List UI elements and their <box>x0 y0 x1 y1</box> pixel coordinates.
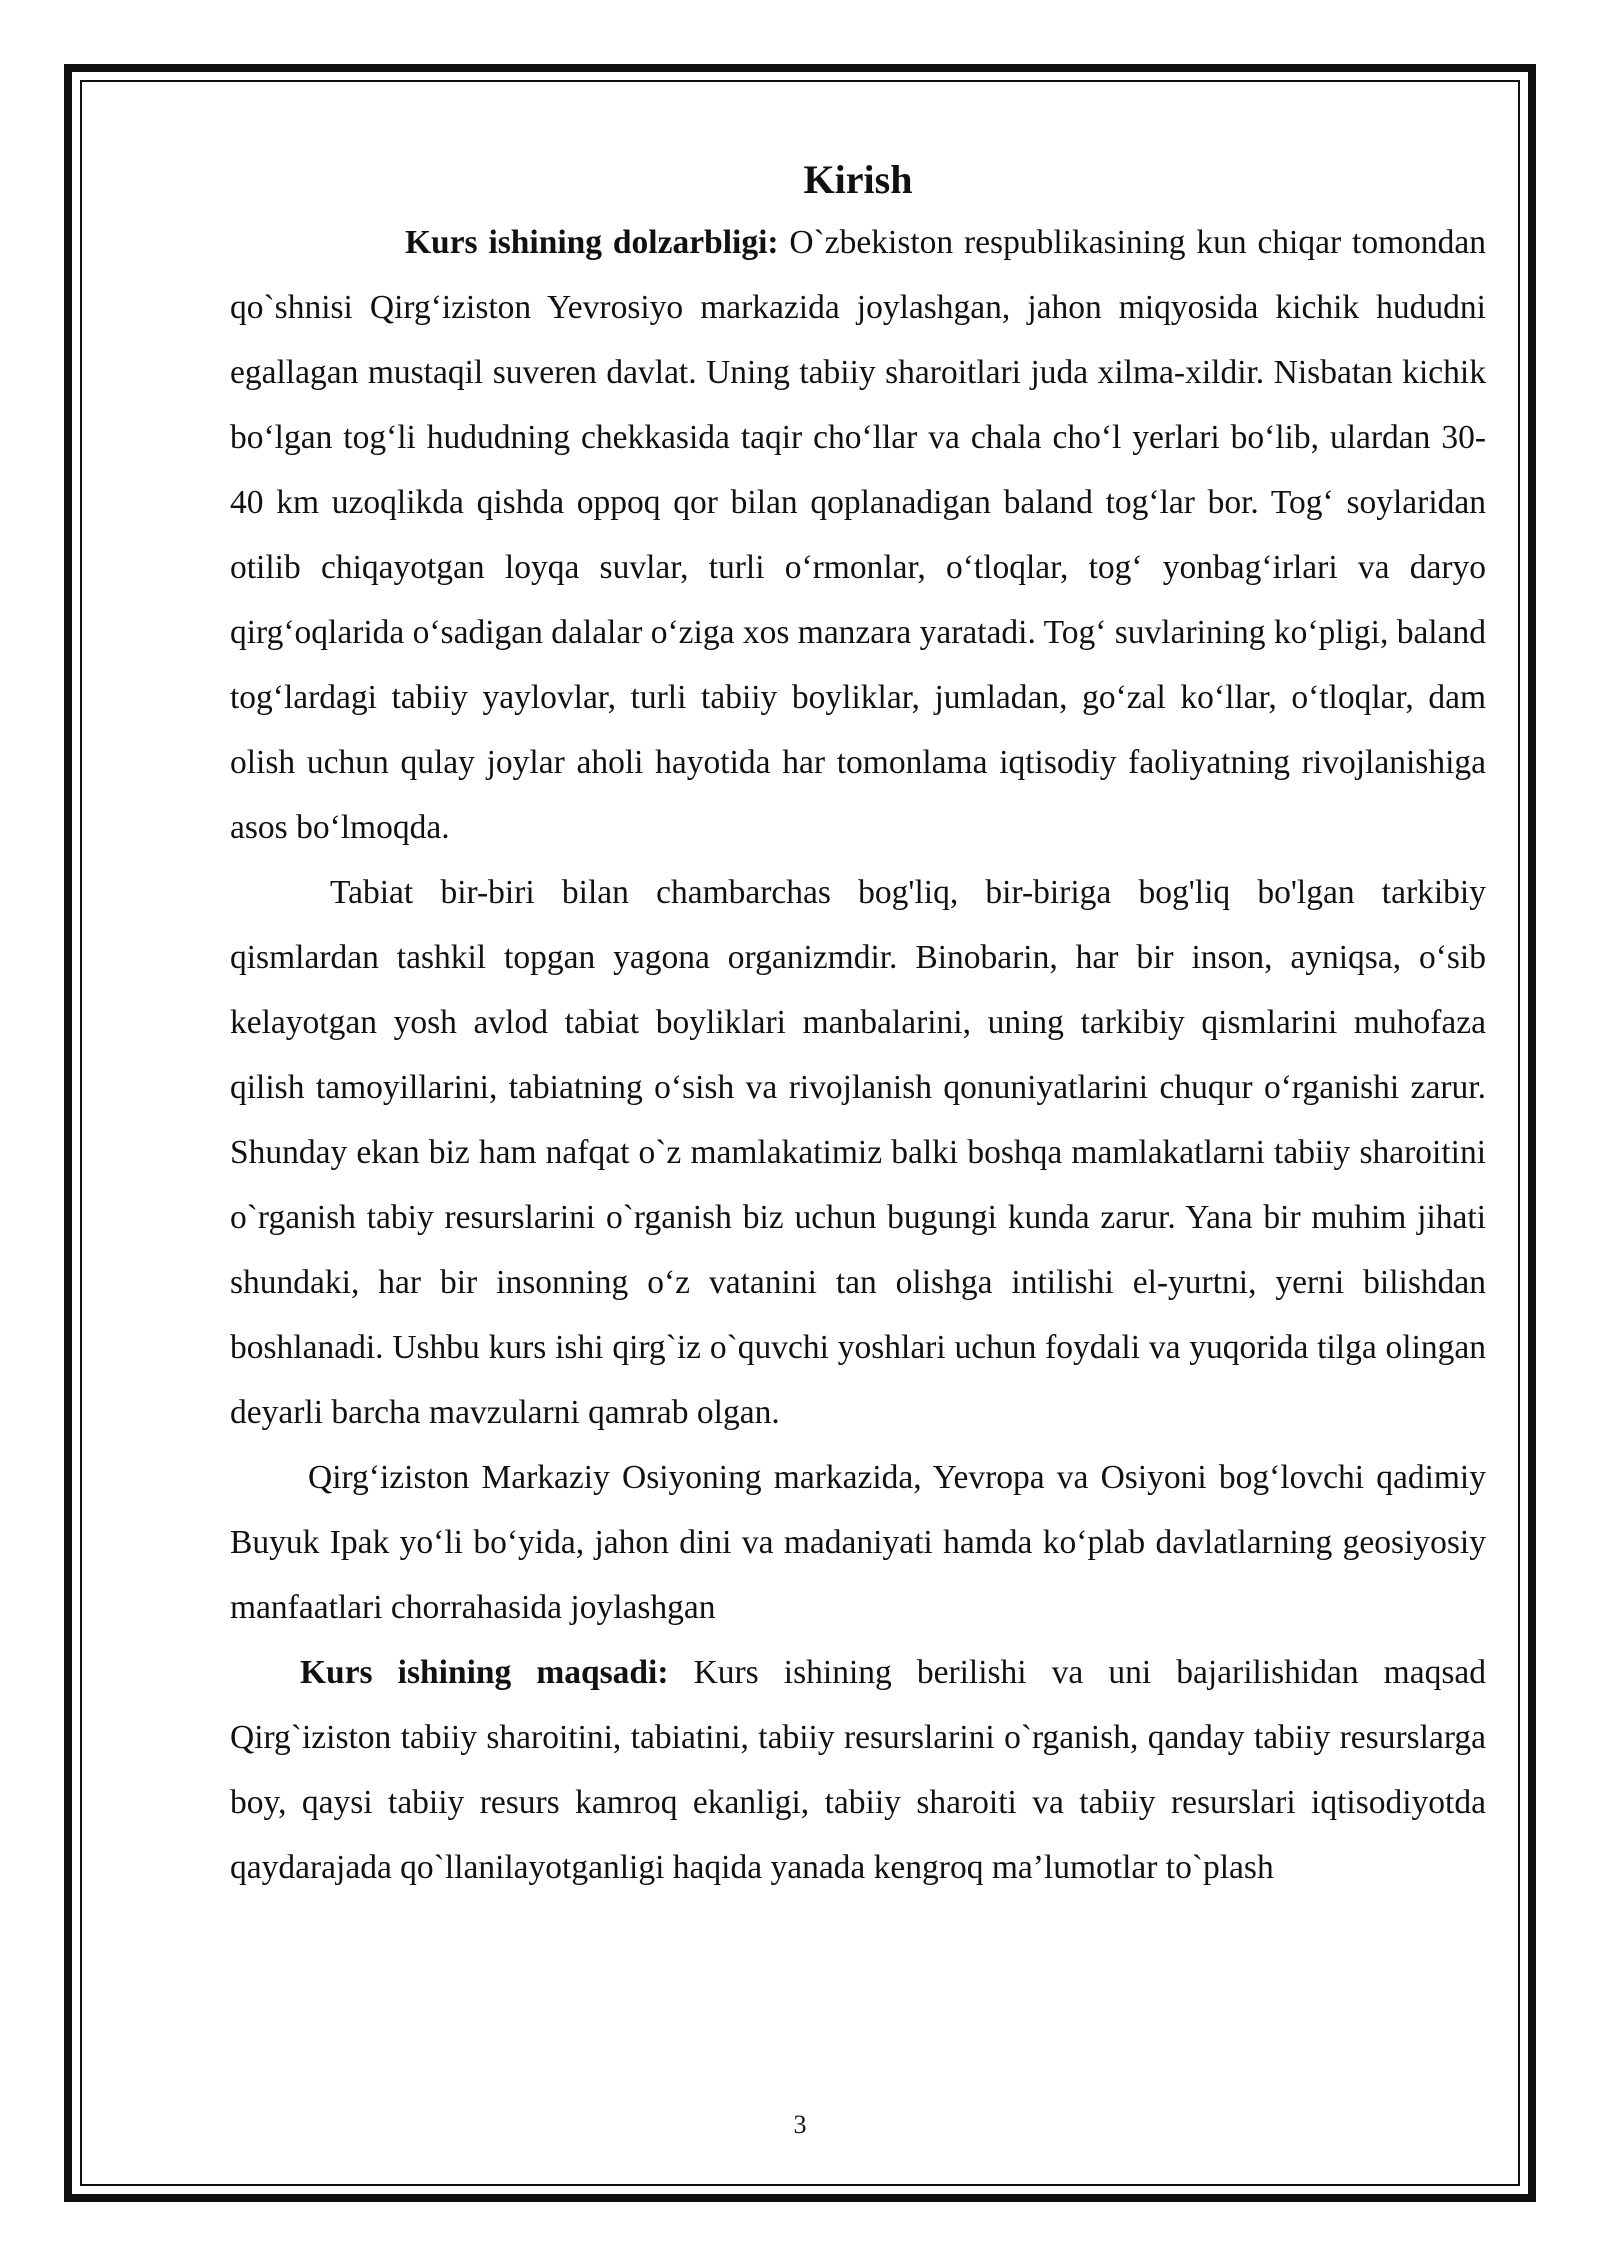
paragraph-nature <box>230 860 1486 1445</box>
paragraph-location <box>230 1445 1486 1640</box>
page-title: Kirish <box>803 157 913 202</box>
paragraph-text-nature: Tabiat bir-biri bilan chambarchas bog'liq, bir-biriga bog'liq bo'lgan tarkibiy qismlardan tashkil topgan yagona organizmdir. Binobarin, har bir inson, ayniqsa, o‘sib kelayotgan yosh avlod tabiat boyliklari manbalarini, uning tarkibiy qismlarini muhofaza qilish tamoyillarini, tabiatning o‘sish va rivojlanish qonuniyatlarini chuqur o‘rganishi zarur. Shunday ekan biz ham nafqat o`z mamlakatimiz balki boshqa mamlakatlarni tabiiy sharoitini o`rganish tabiy resurslarini o`rganish biz uchun bugungi kunda zarur. Yana bir muhim jihati shundaki, har bir insonning o‘z vatanini tan olishga intilishi el-yurtni, yerni bilishdan boshlanadi. Ushbu kurs ishi qirg`iz o`quvchi yoshlari uchun foydali va yuqorida tilga olingan deyarli barcha mavzularni qamrab olgan. <box>230 874 1486 1431</box>
paragraph-goal <box>230 1640 1486 1900</box>
paragraph-lead-goal: Kurs ishining maqsadi: <box>300 1654 669 1691</box>
paragraph-relevance <box>230 210 1486 860</box>
page-number: 3 <box>793 2110 807 2139</box>
paragraph-lead-relevance: Kurs ishining dolzarbligi: <box>405 224 779 261</box>
paragraph-text-relevance: O`zbekiston respublikasining kun chiqar tomondan qo`shnisi Qirg‘iziston Yevrosiyo markazida joylashgan, jahon miqyosida kichik hududni egallagan mustaqil suveren davlat. Uning tabiiy sharoitlari juda xilma-xildir. Nisbatan kichik bo‘lgan tog‘li hududning chekkasida taqir cho‘llar va chala cho‘l yerlari bo‘lib, ulardan 30-40 km uzoqlikda qishda oppoq qor bilan qoplanadigan baland tog‘lar bor. Tog‘ soylaridan otilib chiqayotgan loyqa suvlar, turli o‘rmonlar, o‘tloqlar, tog‘ yonbag‘irlari va daryo qirg‘oqlarida o‘sadigan dalalar o‘ziga xos manzara yaratadi. Tog‘ suvlarining ko‘pligi, baland tog‘lardagi tabiiy yaylovlar, turli tabiiy boyliklar, jumladan, go‘zal ko‘llar, o‘tloqlar, dam olish uchun qulay joylar aholi hayotida har tomonlama iqtisodiy faoliyatning rivojlanishiga asos bo‘lmoqda. <box>230 224 1486 846</box>
document-body <box>230 150 1486 1900</box>
paragraph-text-location: Qirg‘iziston Markaziy Osiyoning markazida, Yevropa va Osiyoni bog‘lovchi qadimiy Buyuk Ipak yo‘li bo‘yida, jahon dini va madaniyati hamda ko‘plab davlatlarning geosiyosiy manfaatlari chorrahasida joylashgan <box>230 1459 1486 1626</box>
paragraph-text-goal: Kurs ishining berilishi va uni bajarilishidan maqsad Qirg`iziston tabiiy sharoitini, tabiatini, tabiiy resurslarini o`rganish, qanday tabiiy resurslarga boy, qaysi tabiiy resurs kamroq ekanligi, tabiiy sharoiti va tabiiy resurslari iqtisodiyotda qaydarajada qo`llanilayotganligi haqida yanada kengroq ma’lumotlar to`plash <box>230 1654 1486 1886</box>
